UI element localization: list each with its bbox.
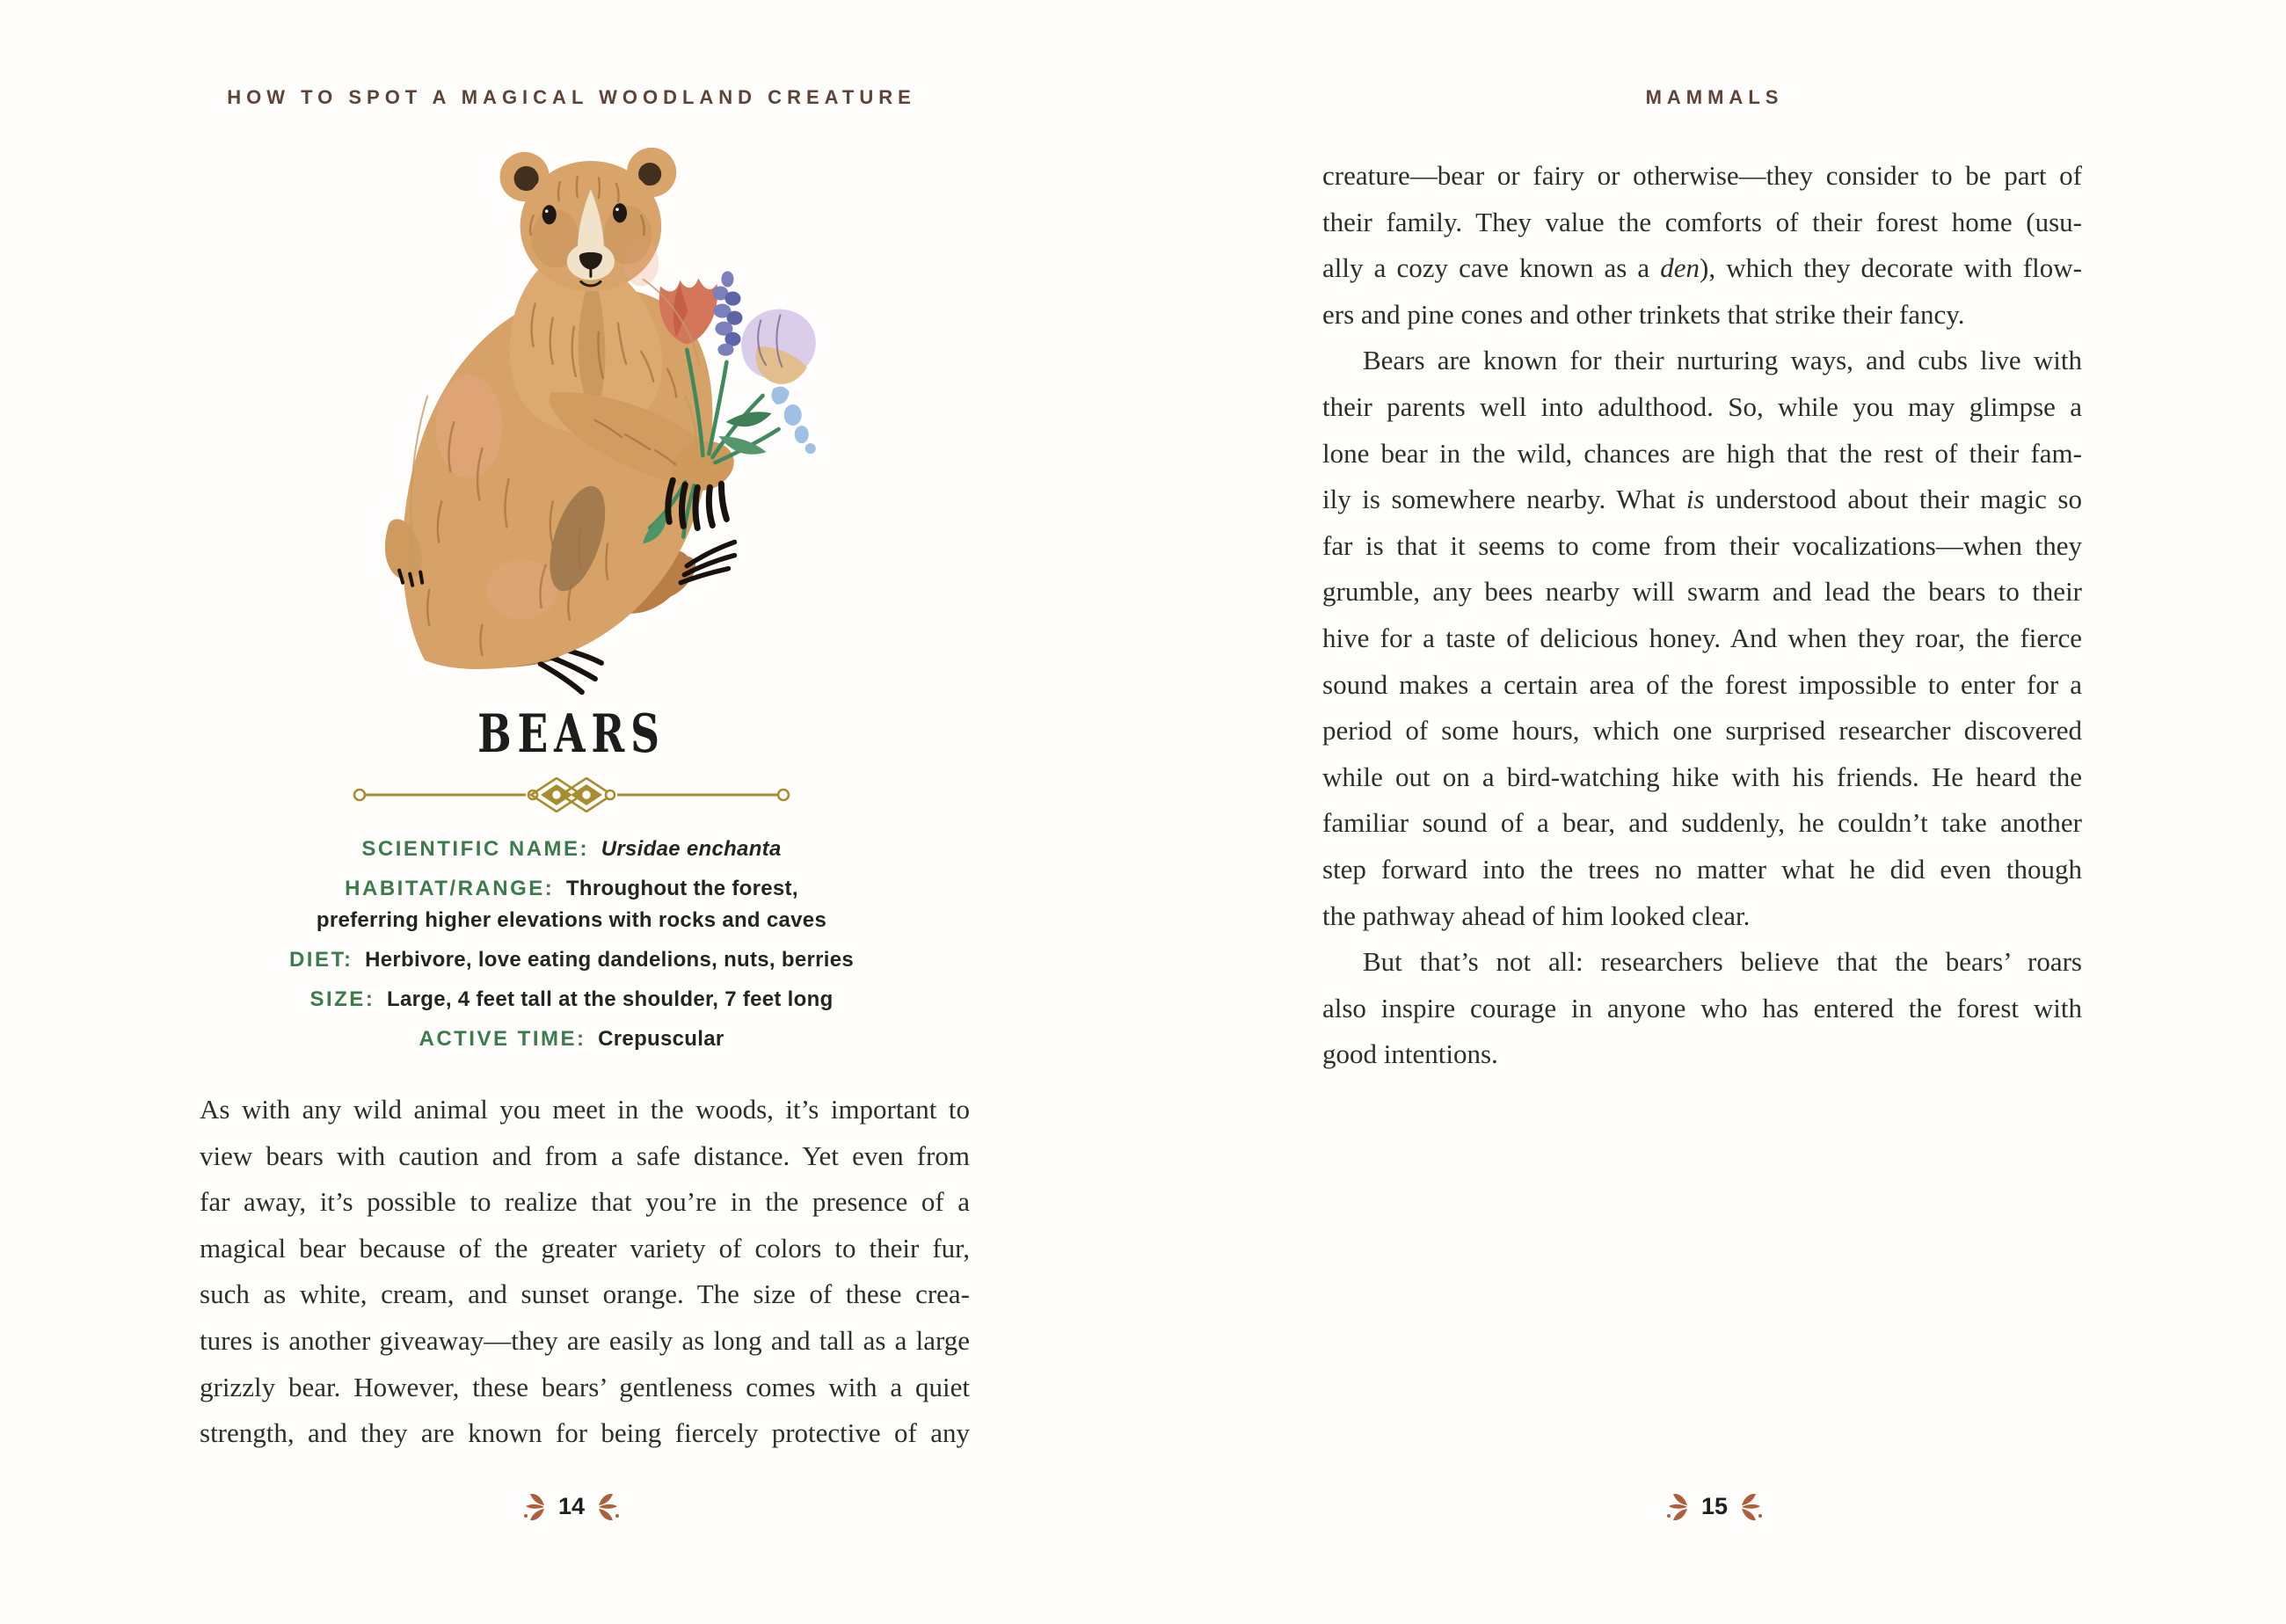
text-line: sound makes a certain area of the forest impossible to enter for a [1322,668,2082,700]
detail-value: Large, 4 feet tall at the shoulder, 7 feet long [386,987,834,1011]
page-number: 15 [1700,1493,1729,1519]
body-text-right [1322,153,2082,1078]
detail-row-diet [149,944,994,976]
detail-label: SCIENTIFIC NAME: [361,837,590,861]
detail-value: Ursidae enchanta [601,837,782,861]
bear-eye-right [613,203,627,222]
detail-row-habitat [149,873,994,936]
text-line: the pathway ahead of him looked clear. [1322,899,1751,931]
text-line [1322,477,2082,523]
text-line: ers and pine cones and other trinkets that strike their fancy. [1322,298,1965,330]
detail-label: DIET: [288,948,353,972]
page-footer-right [1143,1493,2286,1520]
text-line: But that’s not all: researchers believe that the bears’ roars [1363,946,2082,978]
text-line: view bears with caution and from a safe distance. Yet even from [200,1140,970,1171]
detail-label: ACTIVE TIME: [419,1027,586,1051]
running-head-right: MAMMALS [1645,86,1784,108]
text-segment-italic: is [1685,484,1705,515]
fleuron-icon [524,1494,547,1520]
detail-row-size [149,984,994,1016]
text-segment: ily is somewhere nearby. What [1322,484,1686,515]
text-line: good intentions. [1322,1038,1498,1070]
detail-row-active-time [149,1023,994,1055]
detail-label: SIZE: [309,987,375,1011]
body-text-left [200,1087,970,1457]
lilac-flower [741,310,816,384]
text-line [1322,245,2082,292]
fleuron-icon [1667,1494,1690,1520]
text-line: hive for a taste of delicious honey. And when they roar, the fierce [1322,622,2082,653]
text-line: while out on a bird-watching hike with his friends. He heard the [1322,761,2082,792]
text-line: such as white, cream, and sunset orange. The size of these crea- [200,1278,970,1310]
species-title: BEARS [477,703,666,765]
detail-row-scientific-name [149,834,994,865]
detail-label: HABITAT/RANGE: [345,877,555,900]
species-details [149,834,994,1063]
text-line: far away, it’s possible to realize that you’re in the presence of a [200,1186,970,1218]
text-segment: ), which they decorate with flow- [1700,252,2083,284]
page-right [1143,0,2286,1624]
detail-value: Throughout the forest, [565,877,798,900]
text-line: grumble, any bees nearby will swarm and lead the bears to their [1322,576,2082,608]
text-segment-italic: den [1660,252,1700,284]
text-line: their parents well into adulthood. So, while you may glimpse a [1322,390,2082,422]
text-line: strength, and they are known for being fiercely protective of any [200,1417,970,1449]
text-line: lone bear in the wild, chances are high that the rest of their fam- [1322,437,2082,469]
detail-value: Herbivore, love eating dandelions, nuts, berries [365,948,855,972]
page-footer-left [0,1493,1143,1520]
text-line: period of some hours, which one surprised researcher discovered [1322,715,2082,746]
lavender-flower [712,271,742,355]
text-line: grizzly bear. However, these bears’ gentleness comes with a quiet [200,1371,970,1402]
fleuron-icon [596,1494,619,1520]
text-line: As with any wild animal you meet in the woods, it’s important to [200,1094,970,1125]
text-line: step forward into the trees no matter what he did even though [1322,853,2082,885]
text-line: far is that it seems to come from their vocalizations—when they [1322,529,2082,561]
page-number: 14 [557,1493,586,1519]
detail-value: Crepuscular [598,1027,724,1051]
text-line: also inspire courage in anyone who has entered the forest with [1322,992,2082,1023]
bear-eye-left [542,205,557,224]
bear-holding-bouquet-illustration [376,128,862,698]
detail-value-line2: preferring higher elevations with rocks and caves [316,908,827,932]
text-line: tures is another giveaway—they are easily as long and tall as a large [200,1324,970,1356]
text-line: their family. They value the comforts of their forest home (usu- [1322,206,2082,237]
bluebell-flowers [771,387,815,455]
text-line: magical bear because of the greater variety of colors to their fur, [200,1232,970,1264]
running-head-left: HOW TO SPOT A MAGICAL WOODLAND CREATURE [227,86,916,108]
text-line: Bears are known for their nurturing ways, and cubs live with [1363,345,2082,376]
text-segment: ally a cozy cave known as a [1322,252,1661,284]
text-line: creature—bear or fairy or otherwise—they consider to be part of [1322,160,2082,191]
ornamental-divider [352,777,791,812]
text-line: familiar sound of a bear, and suddenly, he couldn’t take another [1322,807,2082,839]
bear-illustration-svg [376,128,862,698]
text-segment: understood about their magic so [1704,484,2082,515]
fleuron-icon [1739,1494,1762,1520]
